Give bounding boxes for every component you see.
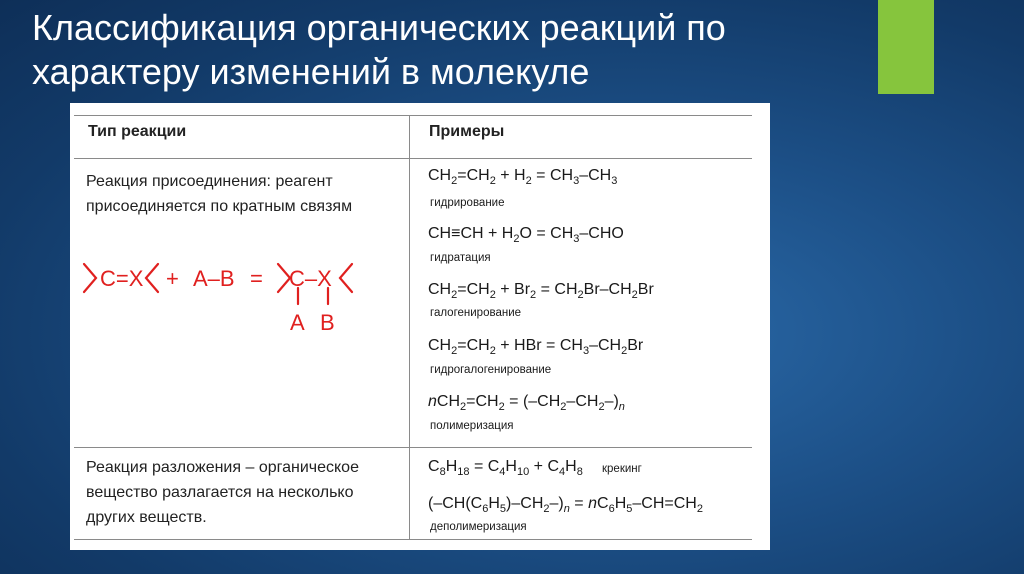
table-bottom-rule: [74, 539, 752, 540]
equation-hydrohalogenation: $CH_2=CH_2$ + HBr = $CH_3-CH_2Br$: [428, 337, 644, 358]
equation-depolymerization: $(-CH(C_6H_5)-CH_2-)_n = nC_6H_5-CH=CH_2$: [428, 495, 703, 516]
header-examples: Примеры: [429, 123, 505, 140]
scheme-equals: =: [250, 266, 263, 291]
equation-cracking: $C_8H_{18} = C_4H_{10} + C_4H_8$: [428, 458, 583, 479]
addition-scheme: [80, 248, 410, 348]
bond-left-outer: [84, 264, 96, 292]
equation-hydrogenation: $CH_2=CH_2 + H_2 = CH_3-CH_3$: [428, 167, 618, 188]
decomposition-description: Реакция разложения – органическое вещество разлагается на несколько других веществ.: [86, 459, 359, 526]
scheme-plus: +: [166, 266, 179, 291]
caption-hydrogenation: гидрирование: [430, 197, 505, 209]
header-reaction-type: Тип реакции: [88, 123, 187, 140]
scheme-atom-b: B: [320, 310, 335, 335]
bond-left-inner: [146, 264, 158, 292]
scheme-substrate: C=X: [100, 266, 144, 291]
caption-hydration: гидратация: [430, 252, 491, 264]
addition-description: Реакция присоединения: реагент присоединяется по кратным связям: [86, 173, 353, 215]
accent-bar: [878, 0, 934, 94]
row-divider: [74, 447, 752, 448]
scheme-reagent: A–B: [193, 266, 235, 291]
scheme-atom-a: A: [290, 310, 305, 335]
header-divider: [74, 158, 752, 159]
reaction-table: [70, 103, 770, 550]
title-line-2: характеру изменений в молекуле: [32, 51, 590, 92]
slide-title: [32, 6, 852, 94]
caption-polymerization: полимеризация: [430, 420, 514, 432]
caption-depolymerization: деполимеризация: [430, 521, 527, 533]
scheme-product: C–X: [289, 266, 332, 291]
title-line-1: Классификация органических реакций по: [32, 7, 726, 48]
bond-right-inner: [340, 264, 352, 292]
equation-halogenation: $CH_2=CH_2 + Br_2 = CH_2Br-CH_2Br$: [428, 281, 654, 302]
caption-halogenation: галогенирование: [430, 307, 522, 319]
equation-hydration: $CH\equiv CH + H_2O = CH_3-CHO$: [428, 225, 624, 246]
equation-polymerization: $nCH_2=CH_2 = (-CH_2-CH_2-)_n$: [428, 393, 625, 414]
caption-hydrohalogenation: гидрогалогенирование: [430, 364, 552, 376]
caption-cracking: крекинг: [602, 463, 642, 475]
table-top-rule: [74, 115, 752, 116]
